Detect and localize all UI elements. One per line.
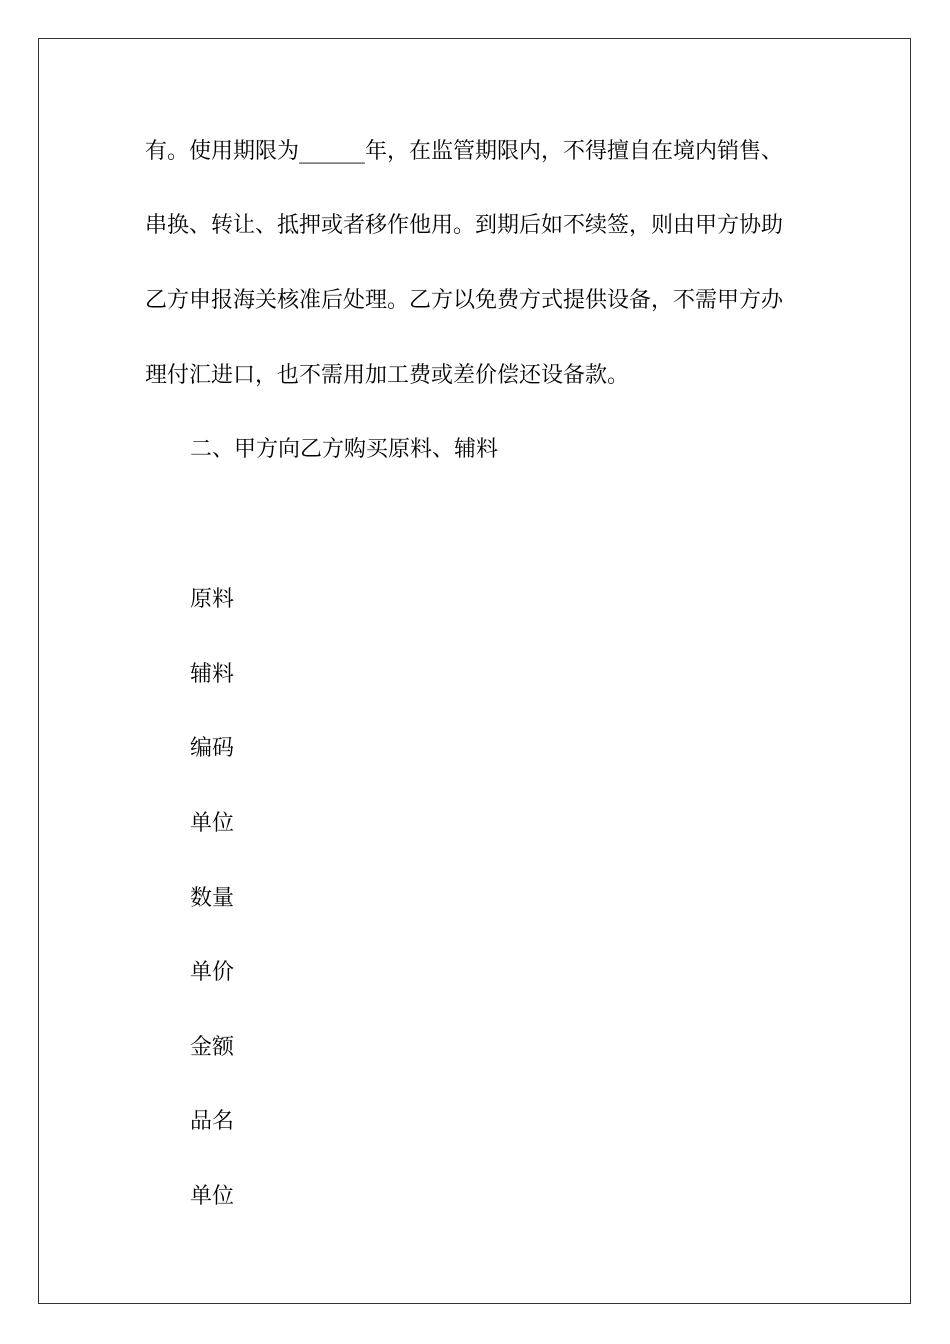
paragraph-line-4: 理付汇进口，也不需用加工费或差价偿还设备款。 (145, 363, 630, 388)
field-label-auxiliary-material: 辅料 (190, 662, 235, 687)
paragraph-line-2: 串换、转让、抵押或者移作他用。到期后如不续签，则由甲方协助 (145, 213, 784, 238)
paragraph-line-3: 乙方申报海关核准后处理。乙方以免费方式提供设备，不需甲方办 (145, 288, 784, 313)
field-label-product-name: 品名 (190, 1109, 235, 1134)
field-label-code: 编码 (190, 736, 235, 761)
field-label-unit-2: 单位 (190, 1184, 235, 1209)
field-label-quantity: 数量 (190, 886, 235, 911)
field-label-amount: 金额 (190, 1035, 235, 1060)
field-label-unit: 单位 (190, 811, 235, 836)
paragraph-line-1: 有。使用期限为______年，在监管期限内，不得擅自在境内销售、 (145, 139, 784, 164)
section-heading: 二、甲方向乙方购买原料、辅料 (190, 437, 499, 462)
field-label-raw-material: 原料 (190, 587, 235, 612)
field-label-unit-price: 单价 (190, 960, 235, 985)
